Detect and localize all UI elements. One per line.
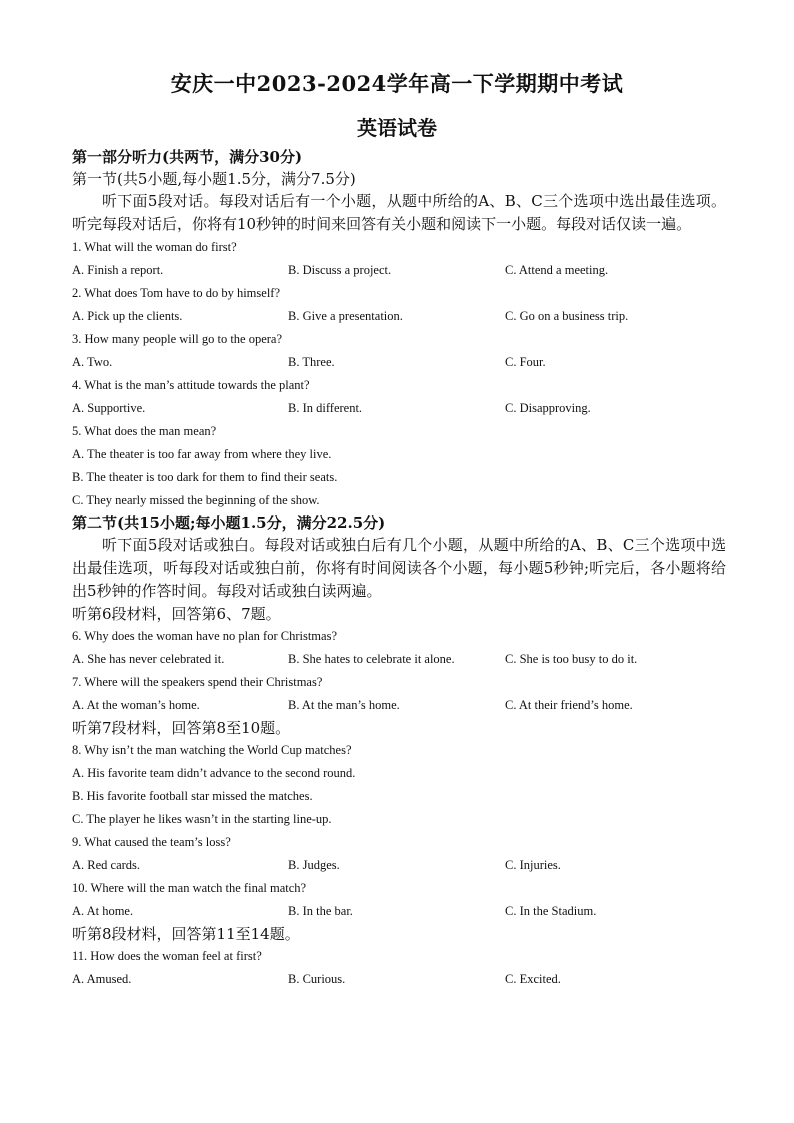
option-c: C. Injuries. bbox=[505, 858, 561, 872]
question-options bbox=[72, 854, 726, 877]
question-text: 5. What does the man mean? bbox=[72, 424, 217, 438]
option-b: B. In different. bbox=[288, 401, 363, 415]
option-b: B. Discuss a project. bbox=[288, 263, 392, 277]
option-a: A. Two. bbox=[72, 355, 113, 369]
option-c: C. Attend a meeting. bbox=[505, 263, 609, 277]
option-c: C. The player he likes wasn’t in the starting line-up. bbox=[72, 812, 332, 826]
option-b: B. Give a presentation. bbox=[288, 309, 403, 323]
question-6 bbox=[72, 625, 726, 671]
option-a: A. Pick up the clients. bbox=[72, 309, 183, 323]
option-c: C. Four. bbox=[505, 355, 546, 369]
question-2 bbox=[72, 282, 726, 328]
exam-subtitle: 英语试卷 bbox=[357, 116, 437, 140]
section1-instructions: 听下面5段对话。每段对话后有一个小题，从题中所给的A、B、C三个选项中选出最佳选项。听完每段对话后，你将有10秒钟的时间来回答有关小题和阅读下一小题。每段对话仅读一遍。 bbox=[72, 192, 726, 233]
section2-heading: 第二节(共15小题;每小题1.5分，满分22.5分) bbox=[72, 514, 386, 532]
option-b: B. The theater is too dark for them to find their seats. bbox=[72, 470, 338, 484]
option-b: B. His favorite football star missed the matches. bbox=[72, 789, 313, 803]
option-c: C. Go on a business trip. bbox=[505, 309, 629, 323]
question-text: 9. What caused the team’s loss? bbox=[72, 835, 231, 849]
option-b: B. In the bar. bbox=[288, 904, 353, 918]
option-b: B. She hates to celebrate it alone. bbox=[288, 652, 455, 666]
question-options bbox=[72, 351, 726, 374]
option-b: B. Curious. bbox=[288, 972, 346, 986]
question-options bbox=[72, 968, 726, 991]
question-options bbox=[72, 305, 726, 328]
question-4 bbox=[72, 374, 726, 420]
question-text: 11. How does the woman feel at first? bbox=[72, 949, 262, 963]
section1-heading: 第一节(共5小题,每小题1.5分，满分7.5分) bbox=[72, 170, 356, 188]
option-c: C. At their friend’s home. bbox=[505, 698, 633, 712]
option-a: A. Supportive. bbox=[72, 401, 146, 415]
option-a: A. At the woman’s home. bbox=[72, 698, 200, 712]
question-3 bbox=[72, 328, 726, 374]
option-c: C. Excited. bbox=[505, 972, 561, 986]
exam-content bbox=[72, 146, 726, 991]
option-a: A. Amused. bbox=[72, 972, 132, 986]
question-10 bbox=[72, 877, 726, 923]
question-options bbox=[72, 397, 726, 420]
question-options bbox=[72, 900, 726, 923]
question-text: 6. Why does the woman have no plan for Christmas? bbox=[72, 629, 337, 643]
option-a: A. She has never celebrated it. bbox=[72, 652, 225, 666]
option-a: A. At home. bbox=[72, 904, 134, 918]
option-c: C. In the Stadium. bbox=[505, 904, 597, 918]
material-8-instruction: 听第8段材料，回答第11至14题。 bbox=[72, 925, 300, 943]
question-8 bbox=[72, 739, 726, 831]
question-text: 2. What does Tom have to do by himself? bbox=[72, 286, 281, 300]
option-c: C. She is too busy to do it. bbox=[505, 652, 638, 666]
option-a: A. His favorite team didn’t advance to the second round. bbox=[72, 766, 356, 780]
question-text: 8. Why isn’t the man watching the World Cup matches? bbox=[72, 743, 352, 757]
question-options bbox=[72, 259, 726, 282]
option-a: A. Finish a report. bbox=[72, 263, 164, 277]
option-a: A. The theater is too far away from where they live. bbox=[72, 447, 332, 461]
question-5 bbox=[72, 420, 726, 512]
question-7 bbox=[72, 671, 726, 717]
question-text: 10. Where will the man watch the final match? bbox=[72, 881, 307, 895]
question-options bbox=[72, 694, 726, 717]
option-b: B. Judges. bbox=[288, 858, 340, 872]
question-text: 7. Where will the speakers spend their Christmas? bbox=[72, 675, 323, 689]
part1-heading: 第一部分听力(共两节，满分30分) bbox=[72, 148, 303, 166]
exam-title: 安庆一中2023-2024学年高一下学期期中考试 bbox=[170, 71, 624, 96]
section2-instructions: 听下面5段对话或独白。每段对话或独白后有几个小题，从题中所给的A、B、C三个选项中选出最佳选项，听每段对话或独白前，你将有时间阅读各个小题，每小题5秒钟;听完后，各小题将给出5秒钟的作答时间。每段对话或独白读两遍。 bbox=[72, 536, 726, 600]
question-1 bbox=[72, 236, 726, 282]
option-b: B. At the man’s home. bbox=[288, 698, 400, 712]
option-c: C. They nearly missed the beginning of the show. bbox=[72, 493, 320, 507]
option-c: C. Disapproving. bbox=[505, 401, 591, 415]
material-6-instruction: 听第6段材料，回答第6、7题。 bbox=[72, 605, 281, 623]
question-text: 3. How many people will go to the opera? bbox=[72, 332, 283, 346]
material-7-instruction: 听第7段材料，回答第8至10题。 bbox=[72, 719, 291, 737]
question-options bbox=[72, 648, 726, 671]
question-text: 1. What will the woman do first? bbox=[72, 240, 237, 254]
question-9 bbox=[72, 831, 726, 877]
option-a: A. Red cards. bbox=[72, 858, 141, 872]
question-11 bbox=[72, 945, 726, 991]
option-b: B. Three. bbox=[288, 355, 335, 369]
question-text: 4. What is the man’s attitude towards the plant? bbox=[72, 378, 310, 392]
